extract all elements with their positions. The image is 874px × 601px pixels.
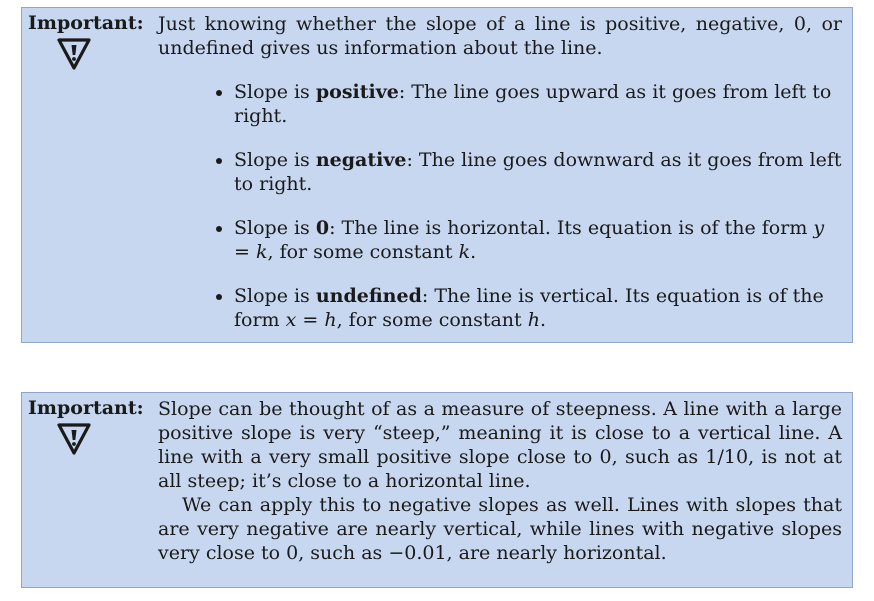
intro-paragraph: Just knowing whether the slope of a line is positive, negative, 0, or undefined gives us information about the line. [158,13,842,59]
list-item-undefined: Slope is undefined: The line is vertical. Its equation is of the form x = h, for some constant h. [214,284,842,332]
important-callout-slope-sign [21,7,853,343]
callout-label: Important: [28,397,144,419]
callout-label: Important: [28,12,144,34]
slope-cases-list [158,80,842,332]
list-item-positive: Slope is positive: The line goes upward as it goes from left to right. [214,80,842,128]
important-callout-steepness [21,392,853,588]
list-item-negative: Slope is negative: The line goes downward as it goes from left to right. [214,148,842,196]
negative-slopes-paragraph: We can apply this to negative slopes as well. Lines with slopes that are very negative are nearly vertical, while lines with negative slopes very close to 0, such as −0.01, are nearly horizontal. [158,494,842,564]
warning-triangle-icon [56,422,92,456]
warning-triangle-icon [56,37,92,71]
callout-body [158,397,842,565]
callout-body [158,12,842,352]
list-item-zero: Slope is 0: The line is horizontal. Its equation is of the form y = k, for some constant k. [214,216,842,264]
steepness-paragraph: Slope can be thought of as a measure of steepness. A line with a large positive slope is very “steep,” meaning it is close to a vertical line. A line with a very small positive slope close to 0, such as 1/10, is not at all steep; it’s close to a horizontal line. [158,398,842,492]
